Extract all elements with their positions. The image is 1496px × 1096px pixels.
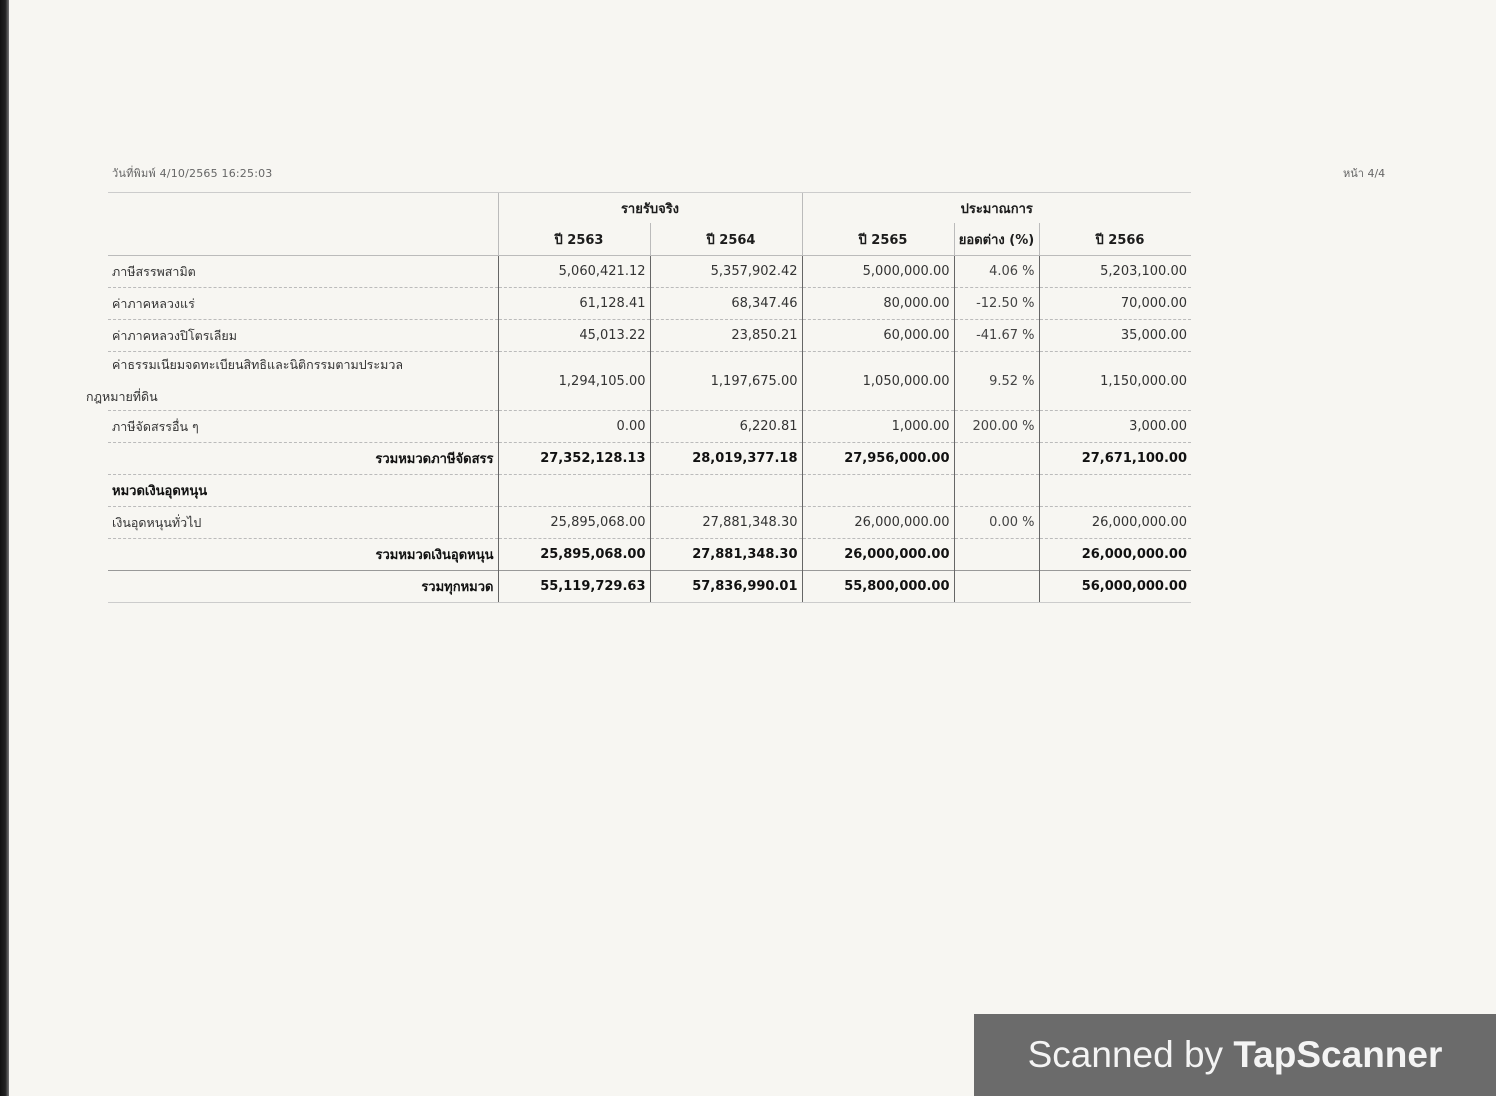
cell-2565: 55,800,000.00 <box>802 571 954 603</box>
cell-diff: 0.00 % <box>954 507 1039 539</box>
cell-2564: 27,881,348.30 <box>650 507 802 539</box>
cell-diff: -12.50 % <box>954 288 1039 320</box>
empty-cell <box>650 475 802 507</box>
cell-diff-empty <box>954 571 1039 603</box>
cell-2566: 3,000.00 <box>1039 411 1191 443</box>
empty-cell <box>802 475 954 507</box>
cell-2563: 5,060,421.12 <box>498 256 650 288</box>
subtotal-row-tax <box>108 443 1191 475</box>
col-2563-header: ปี 2563 <box>498 223 650 256</box>
table-row <box>108 256 1191 288</box>
cell-2565: 5,000,000.00 <box>802 256 954 288</box>
cell-diff: 9.52 % <box>954 352 1039 411</box>
cell-2564: 27,881,348.30 <box>650 539 802 571</box>
column-header-row <box>108 223 1191 256</box>
row-label-multiline <box>86 352 498 411</box>
subtotal-row-grant <box>108 539 1191 571</box>
scanner-watermark-banner <box>974 1014 1496 1096</box>
cell-2566: 56,000,000.00 <box>1039 571 1191 603</box>
cell-2564: 28,019,377.18 <box>650 443 802 475</box>
table-row <box>108 320 1191 352</box>
col-2566-header: ปี 2566 <box>1039 223 1191 256</box>
cell-2564: 57,836,990.01 <box>650 571 802 603</box>
page-number: หน้า 4/4 <box>1343 167 1386 180</box>
cell-2565: 60,000.00 <box>802 320 954 352</box>
revenue-estimate-table <box>86 192 1191 603</box>
scan-edge-shadow <box>0 0 9 1096</box>
cell-2566: 70,000.00 <box>1039 288 1191 320</box>
table-row <box>108 507 1191 539</box>
cell-2563: 0.00 <box>498 411 650 443</box>
print-date: วันที่พิมพ์ 4/10/2565 16:25:03 <box>112 167 273 180</box>
cell-2566: 26,000,000.00 <box>1039 507 1191 539</box>
table-row <box>108 288 1191 320</box>
cell-2565: 26,000,000.00 <box>802 507 954 539</box>
grand-total-label: รวมทุกหมวด <box>108 571 498 603</box>
table-row <box>108 411 1191 443</box>
cell-2564: 1,197,675.00 <box>650 352 802 411</box>
empty-cell <box>954 475 1039 507</box>
col-2564-header: ปี 2564 <box>650 223 802 256</box>
estimate-group-header: ประมาณการ <box>802 193 1191 224</box>
cell-diff: 200.00 % <box>954 411 1039 443</box>
cell-diff: -41.67 % <box>954 320 1039 352</box>
cell-2566: 26,000,000.00 <box>1039 539 1191 571</box>
cell-2563: 55,119,729.63 <box>498 571 650 603</box>
subtotal-label: รวมหมวดเงินอุดหนุน <box>108 539 498 571</box>
group-header-row <box>108 193 1191 224</box>
grand-total-row <box>108 571 1191 603</box>
cell-2566: 5,203,100.00 <box>1039 256 1191 288</box>
cell-2565: 26,000,000.00 <box>802 539 954 571</box>
cell-diff-empty <box>954 539 1039 571</box>
cell-2564: 5,357,902.42 <box>650 256 802 288</box>
empty-cell <box>1039 475 1191 507</box>
table-row <box>108 352 1191 411</box>
cell-2565: 80,000.00 <box>802 288 954 320</box>
section-header-row <box>108 475 1191 507</box>
row-label-line-1: ค่าธรรมเนียมจดทะเบียนสิทธิและนิติกรรมตามประมวล <box>112 357 404 372</box>
row-label: เงินอุดหนุนทั่วไป <box>108 507 498 539</box>
col-2565-header: ปี 2565 <box>802 223 954 256</box>
col-diff-header: ยอดต่าง (%) <box>954 223 1039 256</box>
cell-2565: 1,050,000.00 <box>802 352 954 411</box>
section-label: หมวดเงินอุดหนุน <box>108 475 498 507</box>
cell-2565: 1,000.00 <box>802 411 954 443</box>
cell-diff-empty <box>954 443 1039 475</box>
row-label: ภาษีจัดสรรอื่น ๆ <box>108 411 498 443</box>
cell-2566: 35,000.00 <box>1039 320 1191 352</box>
cell-2563: 1,294,105.00 <box>498 352 650 411</box>
row-label: ค่าภาคหลวงปิโตรเลียม <box>108 320 498 352</box>
subtotal-label: รวมหมวดภาษีจัดสรร <box>108 443 498 475</box>
cell-2564: 23,850.21 <box>650 320 802 352</box>
label-column-header <box>108 223 498 256</box>
cell-2566: 1,150,000.00 <box>1039 352 1191 411</box>
cell-2565: 27,956,000.00 <box>802 443 954 475</box>
cell-2563: 25,895,068.00 <box>498 539 650 571</box>
cell-2566: 27,671,100.00 <box>1039 443 1191 475</box>
banner-prefix: Scanned by <box>1027 1034 1234 1075</box>
actual-group-header: รายรับจริง <box>498 193 802 224</box>
row-label: ภาษีสรรพสามิต <box>108 256 498 288</box>
cell-2563: 61,128.41 <box>498 288 650 320</box>
cell-diff: 4.06 % <box>954 256 1039 288</box>
cell-2563: 25,895,068.00 <box>498 507 650 539</box>
row-label-line-2: กฎหมายที่ดิน <box>86 389 158 404</box>
cell-2563: 45,013.22 <box>498 320 650 352</box>
cell-2564: 6,220.81 <box>650 411 802 443</box>
banner-brand: TapScanner <box>1233 1034 1443 1075</box>
empty-cell <box>498 475 650 507</box>
row-label: ค่าภาคหลวงแร่ <box>108 288 498 320</box>
cell-2563: 27,352,128.13 <box>498 443 650 475</box>
blank-header <box>108 193 498 224</box>
cell-2564: 68,347.46 <box>650 288 802 320</box>
